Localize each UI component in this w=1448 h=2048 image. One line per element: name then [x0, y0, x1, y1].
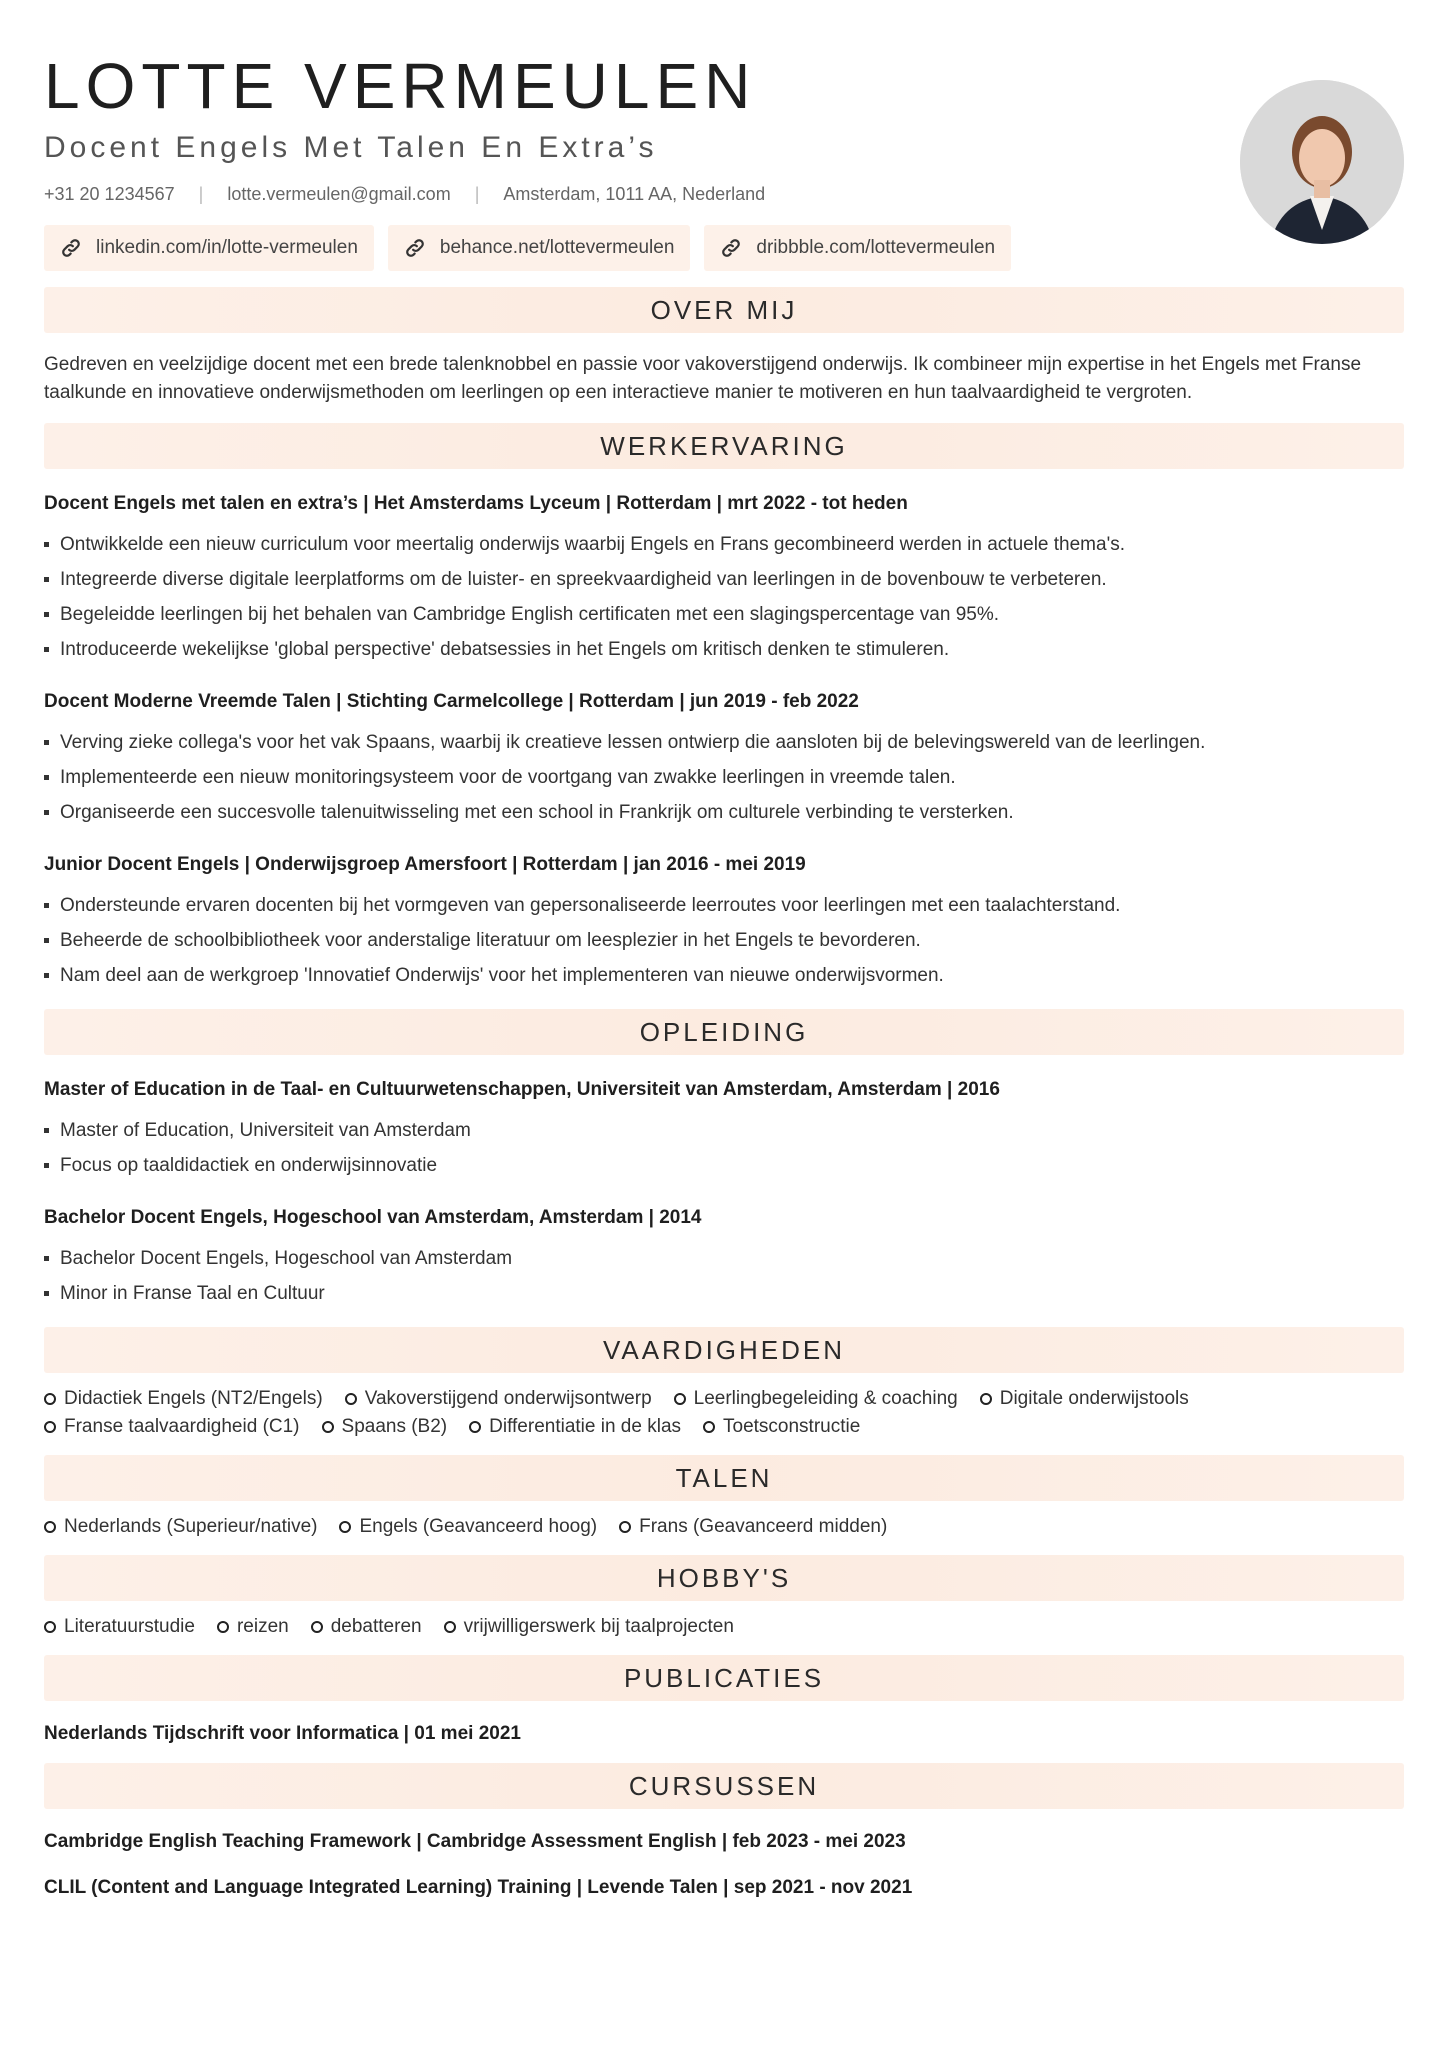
email[interactable]: lotte.vermeulen@gmail.com [227, 184, 451, 204]
circle-bullet-icon [339, 1521, 351, 1533]
hobby-text: reizen [236, 1616, 289, 1637]
section-heading-publications: PUBLICATIES [44, 1655, 1404, 1701]
skill-tag [980, 1387, 1189, 1411]
circle-bullet-icon [703, 1421, 715, 1433]
job-title: Docent Moderne Vreemde Talen | Stichting Carmelcollege | Rotterdam | jun 2019 - feb 2022 [44, 691, 859, 712]
link-icon [60, 237, 82, 259]
circle-bullet-icon [322, 1421, 334, 1433]
hobby-text: vrijwilligerswerk bij taalprojecten [463, 1616, 734, 1637]
link-linkedin[interactable] [44, 225, 374, 271]
bullet-item: Ontwikkelde een nieuw curriculum voor meertalig onderwijs waarbij Engels en Frans gecombineerd werden in actuele thema's. [44, 527, 1404, 562]
circle-bullet-icon [44, 1621, 56, 1633]
course-entry: CLIL (Content and Language Integrated Learning) Training | Levende Talen | sep 2021 - nov 2021 [44, 1877, 913, 1898]
section-heading-experience: WERKERVARING [44, 423, 1404, 469]
bullet-item: Nam deel aan de werkgroep 'Innovatief Onderwijs' voor het implementeren van nieuwe onderwijsvormen. [44, 958, 1404, 993]
section-heading-about: OVER MIJ [44, 287, 1404, 333]
bullet-item: Verving zieke collega's voor het vak Spaans, waarbij ik creatieve lessen ontwierp die aansloten bij de belevingswereld van de leerlingen. [44, 725, 1404, 760]
language-tag [44, 1515, 317, 1539]
education-entry [44, 1205, 1404, 1311]
bullet-item: Bachelor Docent Engels, Hogeschool van Amsterdam [44, 1241, 1404, 1276]
language-text: Frans (Geavanceerd midden) [639, 1516, 888, 1537]
language-tag [339, 1515, 597, 1539]
job-bullets [44, 527, 1404, 667]
section-heading-courses: CURSUSSEN [44, 1763, 1404, 1809]
bullet-item: Organiseerde een succesvolle talenuitwisseling met een school in Frankrijk om culturele verbinding te versterken. [44, 795, 1404, 830]
course-entry: Cambridge English Teaching Framework | Cambridge Assessment English | feb 2023 - mei 2023 [44, 1831, 906, 1852]
bullet-item: Introduceerde wekelijkse 'global perspective' debatsessies in het Engels om kritisch denken te stimuleren. [44, 632, 1404, 667]
hobby-tag [444, 1615, 734, 1639]
publication-entry: Nederlands Tijdschrift voor Informatica | 01 mei 2021 [44, 1723, 521, 1744]
skill-tag [44, 1387, 323, 1411]
circle-bullet-icon [444, 1621, 456, 1633]
languages-list [44, 1515, 1404, 1539]
link-icon [404, 237, 426, 259]
links-row [44, 225, 1404, 271]
bullet-item: Ondersteunde ervaren docenten bij het vormgeven van gepersonaliseerde leerroutes voor leerlingen met een taalachterstand. [44, 888, 1404, 923]
circle-bullet-icon [311, 1621, 323, 1633]
job-entry [44, 491, 1404, 667]
hobby-text: debatteren [330, 1616, 422, 1637]
skill-tag [703, 1415, 860, 1439]
circle-bullet-icon [469, 1421, 481, 1433]
job-entry [44, 689, 1404, 830]
section-heading-hobbies: HOBBY'S [44, 1555, 1404, 1601]
education-title: Master of Education in de Taal- en Cultuurwetenschappen, Universiteit van Amsterdam, Amsterdam | 2016 [44, 1079, 1000, 1100]
section-heading-education: OPLEIDING [44, 1009, 1404, 1055]
skill-tag [322, 1415, 448, 1439]
language-text: Engels (Geavanceerd hoog) [359, 1516, 598, 1537]
link-dribbble[interactable] [704, 225, 1011, 271]
circle-bullet-icon [619, 1521, 631, 1533]
skill-tag [44, 1415, 300, 1439]
education-entry [44, 1077, 1404, 1183]
skill-tag [469, 1415, 681, 1439]
circle-bullet-icon [980, 1393, 992, 1405]
job-title: Junior Docent Engels | Onderwijsgroep Amersfoort | Rotterdam | jan 2016 - mei 2019 [44, 854, 806, 875]
bullet-item: Implementeerde een nieuw monitoringsysteem voor de voortgang van zwakke leerlingen in vreemde talen. [44, 760, 1404, 795]
link-text: dribbble.com/lottevermeulen [756, 237, 996, 258]
resume-header [44, 0, 1404, 271]
avatar [1240, 80, 1404, 244]
hobby-tag [44, 1615, 195, 1639]
job-entry [44, 852, 1404, 993]
skill-text: Franse taalvaardigheid (C1) [64, 1416, 300, 1437]
separator: | [198, 184, 204, 204]
bullet-item: Master of Education, Universiteit van Amsterdam [44, 1113, 1404, 1148]
circle-bullet-icon [44, 1393, 56, 1405]
language-tag [619, 1515, 887, 1539]
location: Amsterdam, 1011 AA, Nederland [503, 184, 766, 204]
contact-row [44, 184, 1404, 205]
hobbies-list [44, 1615, 1404, 1639]
bullet-item: Focus op taaldidactiek en onderwijsinnovatie [44, 1148, 1404, 1183]
education-title: Bachelor Docent Engels, Hogeschool van Amsterdam, Amsterdam | 2014 [44, 1207, 702, 1228]
skill-text: Differentiatie in de klas [489, 1416, 682, 1437]
link-icon [720, 237, 742, 259]
education-bullets [44, 1113, 1404, 1183]
skill-text: Didactiek Engels (NT2/Engels) [64, 1388, 323, 1409]
skills-list [44, 1387, 1404, 1439]
hobby-tag [217, 1615, 289, 1639]
person-name: LOTTE VERMEULEN [44, 50, 757, 122]
section-heading-languages: TALEN [44, 1455, 1404, 1501]
skill-tag [674, 1387, 958, 1411]
skill-text: Digitale onderwijstools [999, 1388, 1189, 1409]
circle-bullet-icon [217, 1621, 229, 1633]
phone: +31 20 1234567 [44, 184, 175, 204]
hobby-text: Literatuurstudie [64, 1616, 195, 1637]
section-heading-skills: VAARDIGHEDEN [44, 1327, 1404, 1373]
avatar-illustration [1240, 80, 1404, 244]
bullet-item: Minor in Franse Taal en Cultuur [44, 1276, 1404, 1311]
bullet-item: Begeleidde leerlingen bij het behalen van Cambridge English certificaten met een slagingspercentage van 95%. [44, 597, 1404, 632]
link-behance[interactable] [388, 225, 691, 271]
education-bullets [44, 1241, 1404, 1311]
job-bullets [44, 725, 1404, 830]
skill-text: Spaans (B2) [341, 1416, 448, 1437]
job-title: Docent Engels met talen en extra’s | Het Amsterdams Lyceum | Rotterdam | mrt 2022 - tot heden [44, 493, 908, 514]
circle-bullet-icon [44, 1521, 56, 1533]
circle-bullet-icon [44, 1421, 56, 1433]
about-text: Gedreven en veelzijdige docent met een brede talenknobbel en passie voor vakoverstijgend onderwijs. Ik combineer mijn expertise in het Engels met Franse taalkunde en innovatieve onderwijsmethoden om leerlingen op een interactieve manier te motiveren en hun taalvaardigheid te vergroten. [44, 354, 1362, 403]
job-role: Docent Engels Met Talen En Extra’s [44, 131, 658, 164]
job-bullets [44, 888, 1404, 993]
link-text: behance.net/lottevermeulen [439, 237, 675, 258]
skill-text: Leerlingbegeleiding & coaching [693, 1388, 958, 1409]
bullet-item: Integreerde diverse digitale leerplatforms om de luister- en spreekvaardigheid van leerlingen in de bovenbouw te verbeteren. [44, 562, 1404, 597]
language-text: Nederlands (Superieur/native) [64, 1516, 318, 1537]
skill-text: Vakoverstijgend onderwijsontwerp [364, 1388, 652, 1409]
skill-tag [345, 1387, 652, 1411]
bullet-item: Beheerde de schoolbibliotheek voor anderstalige literatuur om leesplezier in het Engels te bevorderen. [44, 923, 1404, 958]
separator: | [474, 184, 480, 204]
circle-bullet-icon [345, 1393, 357, 1405]
skill-text: Toetsconstructie [723, 1416, 861, 1437]
hobby-tag [311, 1615, 422, 1639]
circle-bullet-icon [674, 1393, 686, 1405]
link-text: linkedin.com/in/lotte-vermeulen [96, 237, 358, 258]
